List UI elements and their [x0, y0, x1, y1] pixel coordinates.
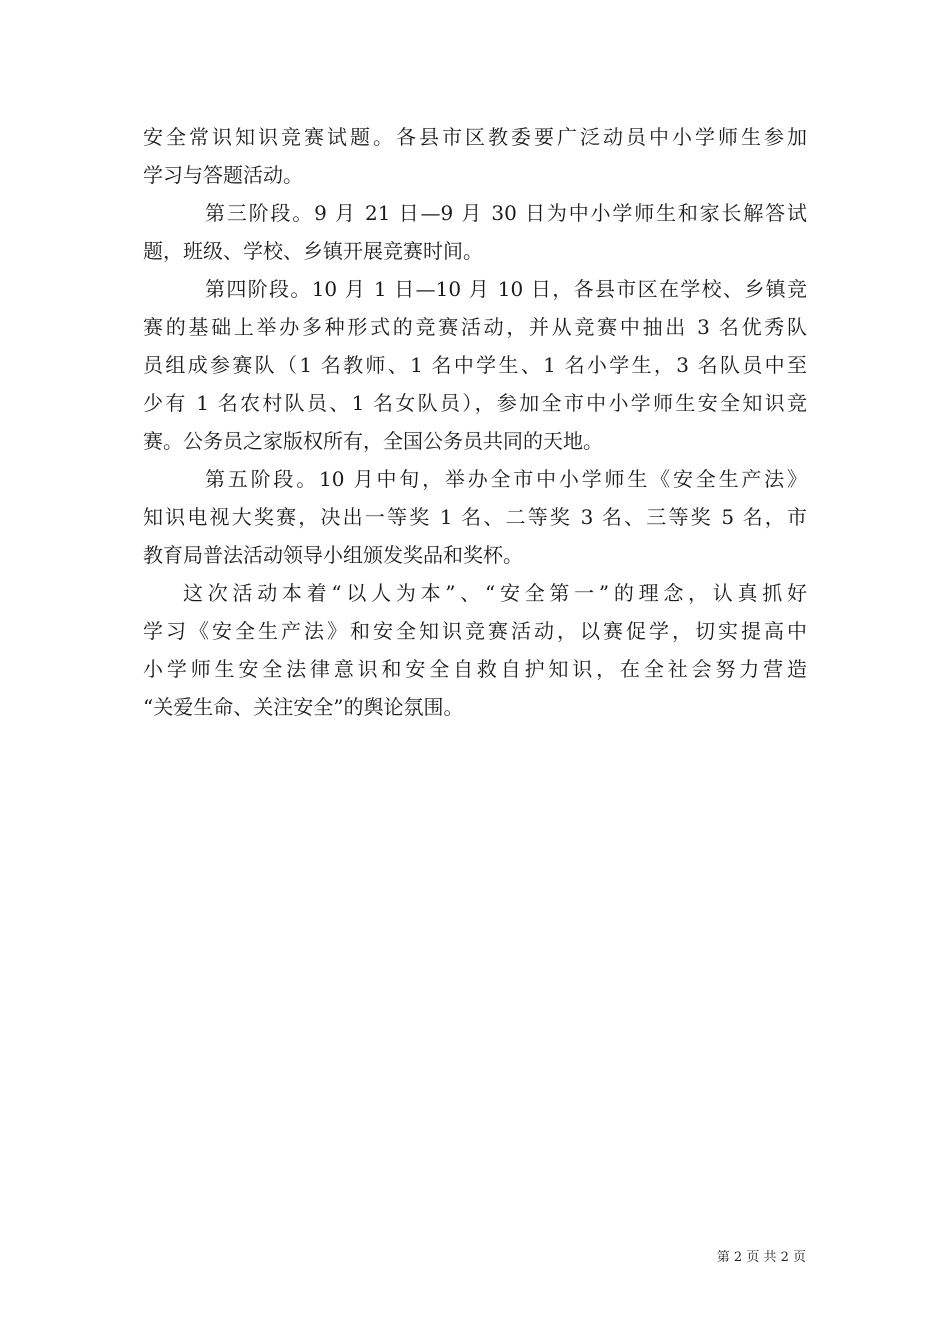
- paragraph-stage-five: [143, 460, 807, 574]
- page-number-footer: 第 2 页 共 2 页: [716, 1250, 806, 1265]
- text-line: 第四阶段。10 月 1 日—10 月 10 日，各县市区在学校、乡镇竞: [205, 277, 807, 301]
- text-line: 员组成参赛队（1 名教师、1 名中学生、1 名小学生，3 名队员中至: [143, 353, 807, 377]
- text-line: 教育局普法活动领导小组颁发奖品和奖杯。: [143, 543, 523, 567]
- text-line: 赛。公务员之家版权所有，全国公务员共同的天地。: [143, 429, 603, 453]
- text-line: 学习与答题活动。: [143, 163, 303, 187]
- text-line: “关爱生命、关注安全”的舆论氛围。: [143, 695, 464, 719]
- text-line: 安全常识知识竞赛试题。各县市区教委要广泛动员中小学师生参加: [143, 125, 807, 149]
- paragraph-stage-four: [143, 270, 807, 460]
- paragraph-stage-three: [143, 194, 807, 270]
- text-line: 第五阶段。10 月中旬，举办全市中小学师生《安全生产法》: [205, 467, 807, 491]
- paragraph-conclusion: [143, 574, 807, 726]
- text-line: 知识电视大奖赛，决出一等奖 1 名、二等奖 3 名、三等奖 5 名，市: [143, 505, 807, 529]
- text-line: 第三阶段。9 月 21 日—9 月 30 日为中小学师生和家长解答试: [205, 201, 807, 225]
- document-body: [143, 118, 807, 726]
- text-line: 学习《安全生产法》和安全知识竞赛活动，以赛促学，切实提高中: [143, 619, 807, 643]
- paragraph-continuation: [143, 118, 807, 194]
- text-line: 题，班级、学校、乡镇开展竞赛时间。: [143, 239, 483, 263]
- text-line: 少有 1 名农村队员、1 名女队员），参加全市中小学师生安全知识竞: [143, 391, 807, 415]
- text-line: 小学师生安全法律意识和安全自救自护知识，在全社会努力营造: [143, 657, 807, 681]
- text-line: 这次活动本着“以人为本”、“安全第一”的理念，认真抓好: [183, 581, 807, 605]
- text-line: 赛的基础上举办多种形式的竞赛活动，并从竞赛中抽出 3 名优秀队: [143, 315, 807, 339]
